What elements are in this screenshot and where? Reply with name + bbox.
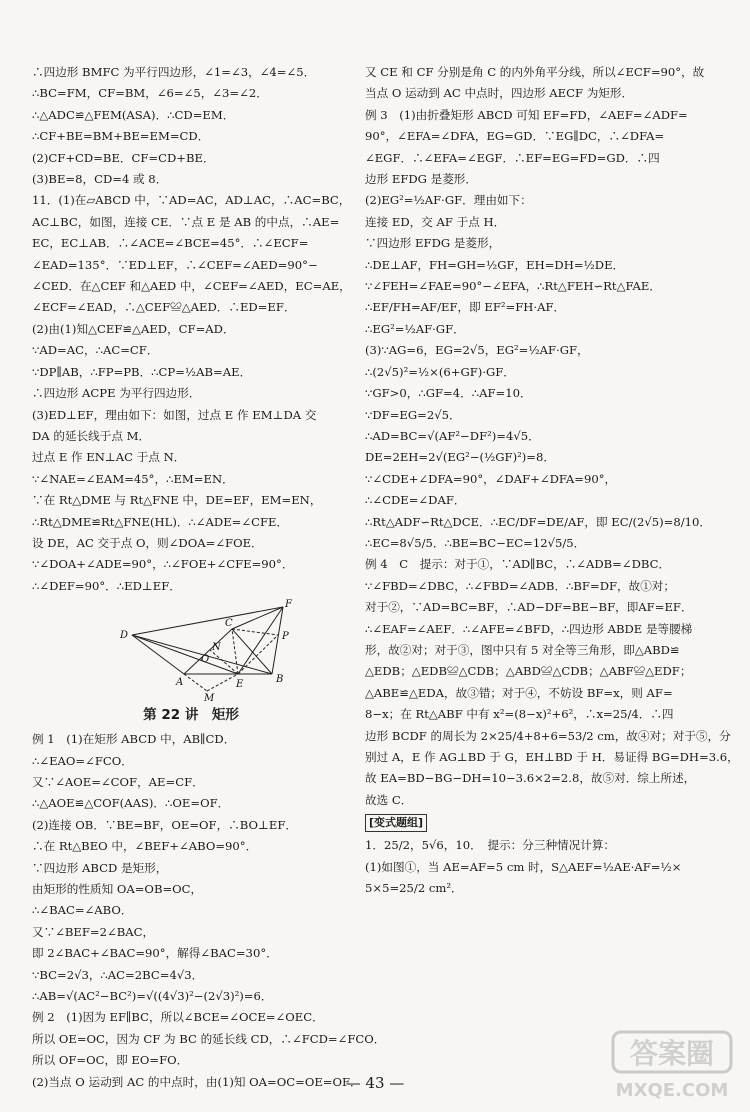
label-O: O bbox=[201, 654, 210, 666]
geometry-diagram bbox=[112, 599, 302, 705]
left2-line: 所以 OF=OC，即 EO=FO． bbox=[32, 1053, 189, 1068]
left-line: ∴△ADC≌△FEM(ASA)．∴CD=EM． bbox=[32, 107, 235, 122]
left-column bbox=[32, 62, 386, 1093]
variant-group-label: [变式题组] bbox=[365, 814, 427, 832]
left-text-block-2 bbox=[32, 729, 386, 1093]
label-E: E bbox=[236, 679, 244, 691]
left-line: ∵∠NAE=∠EAM=45°，∴EM=EN． bbox=[32, 471, 234, 486]
left2-line: ∴∠BAC=∠ABO． bbox=[32, 903, 133, 918]
left-line: ∵∠DOA+∠ADE=90°，∴∠FOE+∠CFE=90°． bbox=[32, 557, 294, 572]
left2-line: ∴∠EAO=∠FCO． bbox=[32, 753, 133, 768]
right2-line: (1)如图①，当 AE=AF=5 cm 时，S△AEF=½AE·AF=½× bbox=[365, 859, 682, 874]
right-text-block bbox=[365, 62, 739, 811]
left-line: ∴四边形 ACPE 为平行四边形． bbox=[32, 386, 201, 401]
left-line: ∠EAD=135°．∵ED⊥EF，∴∠CEF=∠AED=90°− bbox=[32, 257, 318, 272]
right-line: ∠EGF．∴∠EFA=∠EGF．∴EF=EG=FD=GD．∴四 bbox=[365, 150, 660, 165]
watermark-logo bbox=[605, 1026, 740, 1104]
label-B: B bbox=[276, 674, 284, 686]
right-line: 别过 A，E 作 AG⊥BD 于 G，EH⊥BD 于 H．易证得 BG=DH=3.6， bbox=[365, 750, 739, 764]
line-AM bbox=[184, 674, 207, 691]
right-line: ∵DF=EG=2√5． bbox=[365, 407, 461, 422]
right-text-block-2 bbox=[365, 835, 720, 899]
left2-line: 又∵∠AOE=∠COF，AE=CF． bbox=[32, 774, 204, 789]
right-line: 连接 ED，交 AF 于点 H． bbox=[365, 214, 506, 229]
right-line: 故 EA=BD−BG−DH=10−3.6×2=2.8，故⑤对．综上所述， bbox=[365, 771, 696, 786]
right-line: ∴Rt△ADF∽Rt△DCE．∴EC/DF=DE/AF，即 EC/(2√5)=8/10． bbox=[365, 514, 712, 529]
label-N: N bbox=[212, 642, 221, 654]
line-DF bbox=[132, 607, 283, 635]
right-column bbox=[365, 62, 739, 899]
left2-line: 即 2∠BAC+∠BAC=90°，解得∠BAC=30°． bbox=[32, 946, 278, 961]
right-line: 例 3 (1)由折叠矩形 ABCD 可知 EF=FD，∠AEF=∠ADF= bbox=[365, 107, 688, 122]
left-line: 11．(1)在▱ABCD 中，∵AD=AC，AD⊥AC，∴AC=BC， bbox=[32, 193, 351, 208]
right-line: 故选 C． bbox=[365, 792, 413, 807]
right-line: ∴DE⊥AF，FH=GH=½GF，EH=DH=½DE． bbox=[365, 257, 625, 272]
right-line: 8−x；在 Rt△ABF 中有 x²=(8−x)²+6²，∴x=25/4．∴四 bbox=[365, 707, 674, 722]
right-line: ∴EF/FH=AF/EF，即 EF²=FH·AF． bbox=[365, 300, 566, 315]
left-line: (2)CF+CD=BE．CF=CD+BE． bbox=[32, 150, 215, 165]
label-C: C bbox=[225, 618, 233, 630]
right2-line: 5×5=25/2 cm²． bbox=[365, 881, 463, 896]
line-EC bbox=[232, 629, 238, 674]
right-line: 90°，∠EFA=∠DFA，EG=GD．∵EG∥DC，∴∠DFA= bbox=[365, 129, 665, 144]
right-line: DE=2EH=2√(EG²−(½GF)²)=8． bbox=[365, 450, 555, 465]
left2-line: (2)连接 OB．∵BE=BF，OE=OF，∴BO⊥EF． bbox=[32, 817, 298, 832]
left-line: ∴∠DEF=90°．∴ED⊥EF． bbox=[32, 578, 181, 593]
geometry-figure bbox=[32, 599, 350, 705]
line-ME bbox=[207, 674, 238, 691]
left-line: ∠ECF=∠EAD，∴△CEF≌△AED．∴ED=EF． bbox=[32, 300, 296, 315]
left-line: (3)ED⊥EF，理由如下：如图，过点 E 作 EM⊥DA 交 bbox=[32, 407, 317, 422]
left-line: DA 的延长线于点 M． bbox=[32, 428, 151, 443]
line-CB bbox=[232, 629, 272, 674]
label-M: M bbox=[204, 693, 215, 705]
left-line: EC，EC⊥AB．∴∠ACE=∠BCE=45°．∴∠ECF= bbox=[32, 236, 309, 251]
left2-line: (2)当点 O 运动到 AC 的中点时，由(1)知 OA=OC=OE=OF． bbox=[32, 1074, 362, 1089]
label-A: A bbox=[176, 677, 184, 689]
left-line: ∴CF+BE=BM+BE=EM=CD． bbox=[32, 129, 210, 144]
label-F: F bbox=[285, 599, 292, 611]
right-line: 形，故②对；对于③，图中只有 5 对全等三角形，即△ABD≌ bbox=[365, 642, 680, 657]
left-line: (2)由(1)知△CEF≌△AED，CF=AD． bbox=[32, 321, 235, 336]
label-D: D bbox=[120, 630, 129, 642]
right-line: ∴EG²=½AF·GF． bbox=[365, 321, 465, 336]
left-line: 过点 E 作 EN⊥AC 于点 N． bbox=[32, 450, 186, 465]
page-number: — 43 — bbox=[345, 1074, 405, 1092]
left2-line: 又∵∠BEF=2∠BAC， bbox=[32, 924, 155, 939]
right-line: ∵∠CDE+∠DFA=90°，∠DAF+∠DFA=90°， bbox=[365, 471, 617, 486]
left2-line: ∴AB=√(AC²−BC²)=√((4√3)²−(2√3)²)=6． bbox=[32, 989, 273, 1004]
line-EN bbox=[210, 650, 238, 674]
watermark-line1: 答案圈 bbox=[629, 1037, 715, 1070]
left-line: ∵在 Rt△DME 与 Rt△FNE 中，DE=EF，EM=EN， bbox=[32, 493, 322, 508]
right-line: 边形 BCDF 的周长为 2×25/4+8+6=53/2 cm，故④对；对于⑤，分 bbox=[365, 728, 731, 743]
right-line: (3)∵AG=6，EG=2√5，EG²=½AF·GF， bbox=[365, 343, 589, 358]
right-line: ∵∠FEH=∠FAE=90°−∠EFA，∴Rt△FEH∽Rt△FAE． bbox=[365, 279, 661, 294]
watermark-line2: MXQE.COM bbox=[615, 1080, 729, 1101]
left-line: ∵DP∥AB，∴FP=PB．∴CP=½AB=AE． bbox=[32, 364, 252, 379]
label-P: P bbox=[282, 631, 289, 643]
right-line: ∴∠EAF=∠AEF．∴∠AFE=∠BFD，∴四边形 ABDE 是等腰梯 bbox=[365, 621, 693, 636]
left-line: 设 DE，AC 交于点 O，则∠DOA=∠FOE． bbox=[32, 535, 263, 550]
right-line: 边形 EFDG 是菱形． bbox=[365, 172, 477, 187]
right-line: ∵四边形 EFDG 是菱形， bbox=[365, 236, 501, 251]
right-line: ∴∠CDE=∠DAF． bbox=[365, 493, 466, 508]
right-line: 当点 O 运动到 AC 中点时，四边形 AECF 为矩形． bbox=[365, 86, 634, 101]
line-DA bbox=[132, 635, 184, 674]
left-line: ∴Rt△DME≌Rt△FNE(HL)．∴∠ADE=∠CFE． bbox=[32, 514, 289, 529]
line-EP bbox=[238, 635, 278, 674]
left2-line: ∵BC=2√3，∴AC=2BC=4√3． bbox=[32, 967, 204, 982]
right-line: ∴EC=8√5/5．∴BE=BC−EC=12√5/5． bbox=[365, 535, 586, 550]
right-line: △EDB；△EDB≌△CDB；△ABD≌△CDB；△ABF≌△EDF； bbox=[365, 664, 692, 679]
right-line: (2)EG²=½AF·GF．理由如下： bbox=[365, 193, 532, 208]
left-line: ∴四边形 BMFC 为平行四边形，∠1=∠3，∠4=∠5． bbox=[32, 65, 316, 79]
left-line: ∴BC=FM，CF=BM，∠6=∠5，∠3=∠2． bbox=[32, 86, 268, 101]
left2-line: 所以 OE=OC，因为 CF 为 BC 的延长线 CD，∴∠FCD=∠FCO． bbox=[32, 1031, 386, 1046]
left2-line: ∴在 Rt△BEO 中，∠BEF+∠ABO=90°． bbox=[32, 839, 258, 854]
right-line: ∴AD=BC=√(AF²−DF²)=4√5． bbox=[365, 428, 540, 443]
right-line: 对于②，∵AD=BC=BF，∴AD−DF=BE−BF，即AF=EF． bbox=[365, 600, 693, 615]
line-CP bbox=[232, 629, 278, 635]
left-line: AC⊥BC，如图，连接 CE．∵点 E 是 AB 的中点，∴AE= bbox=[32, 214, 340, 229]
right-line: ∵∠FBD=∠DBC，∴∠FBD=∠ADB．∴BF=DF，故①对； bbox=[365, 578, 675, 593]
left-text-block bbox=[32, 62, 350, 597]
left2-line: ∴△AOE≌△COF(AAS)．∴OE=OF． bbox=[32, 796, 230, 811]
left-line: ∠CED．在△CEF 和△AED 中，∠CEF=∠AED，EC=AE， bbox=[32, 279, 351, 294]
line-DE bbox=[132, 635, 238, 674]
left2-line: 由矩形的性质知 OA=OB=OC， bbox=[32, 882, 203, 896]
section-title: 第 22 讲 矩形 bbox=[143, 707, 239, 724]
right-line: ∵GF>0，∴GF=4．∴AF=10． bbox=[365, 386, 532, 401]
left2-line: 例 2 (1)因为 EF∥BC，所以∠BCE=∠OCE=∠OEC． bbox=[32, 1010, 324, 1025]
right-line: 又 CE 和 CF 分别是角 C 的内外角平分线，所以∠ECF=90°，故 bbox=[365, 65, 705, 79]
left2-line: ∵四边形 ABCD 是矩形， bbox=[32, 860, 168, 875]
right-line: ∴(2√5)²=½×(6+GF)·GF． bbox=[365, 364, 515, 379]
right2-line: 1．25/2，5√6，10． 提示：分三种情况计算： bbox=[365, 838, 616, 853]
left-line: ∵AD=AC，∴AC=CF． bbox=[32, 343, 159, 358]
left-line: (3)BE=8，CD=4 或 8． bbox=[32, 172, 168, 187]
right-line: △ABE≌△EDA，故③错；对于④，不妨设 BF=x，则 AF= bbox=[365, 685, 673, 700]
right-line: 例 4 C 提示：对于①，∵AD∥BC，∴∠ADB=∠DBC． bbox=[365, 557, 671, 572]
left2-line: 例 1 (1)在矩形 ABCD 中，AB∥CD． bbox=[32, 732, 236, 747]
